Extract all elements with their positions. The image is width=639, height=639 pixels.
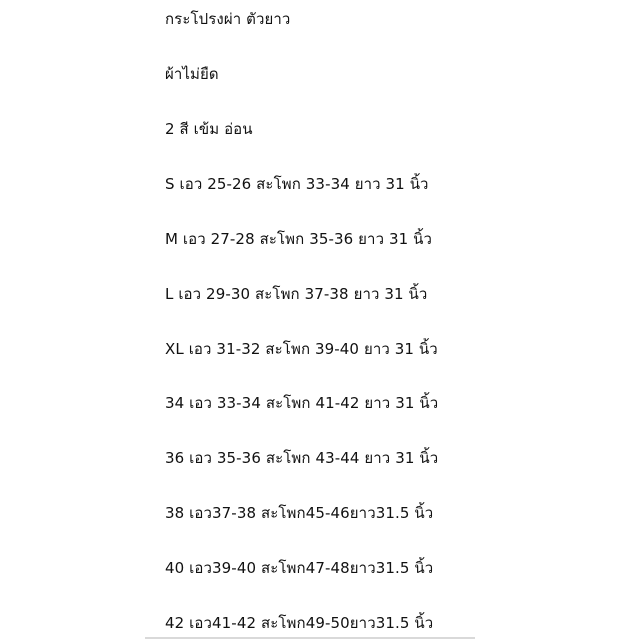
size-row-l: L เอว 29-30 สะโพก 37-38 ยาว 31 นิ้ว [165,285,428,303]
size-row-m: M เอว 27-28 สะโพก 35-36 ยาว 31 นิ้ว [165,230,432,248]
size-row-40: 40 เอว39-40 สะโพก47-48ยาว31.5 นิ้ว [165,559,434,577]
size-row-42: 42 เอว41-42 สะโพก49-50ยาว31.5 นิ้ว [165,614,434,632]
size-row-xl: XL เอว 31-32 สะโพก 39-40 ยาว 31 นิ้ว [165,340,438,358]
fabric-info: ผ้าไม่ยืด [165,65,219,83]
color-options: 2 สี เข้ม อ่อน [165,120,253,138]
size-row-38: 38 เอว37-38 สะโพก45-46ยาว31.5 นิ้ว [165,504,434,522]
size-row-36: 36 เอว 35-36 สะโพก 43-44 ยาว 31 นิ้ว [165,449,439,467]
size-row-s: S เอว 25-26 สะโพก 33-34 ยาว 31 นิ้ว [165,175,429,193]
size-row-34: 34 เอว 33-34 สะโพก 41-42 ยาว 31 นิ้ว [165,394,439,412]
note-title: กระโปรงผ่า ตัวยาว [165,10,291,28]
